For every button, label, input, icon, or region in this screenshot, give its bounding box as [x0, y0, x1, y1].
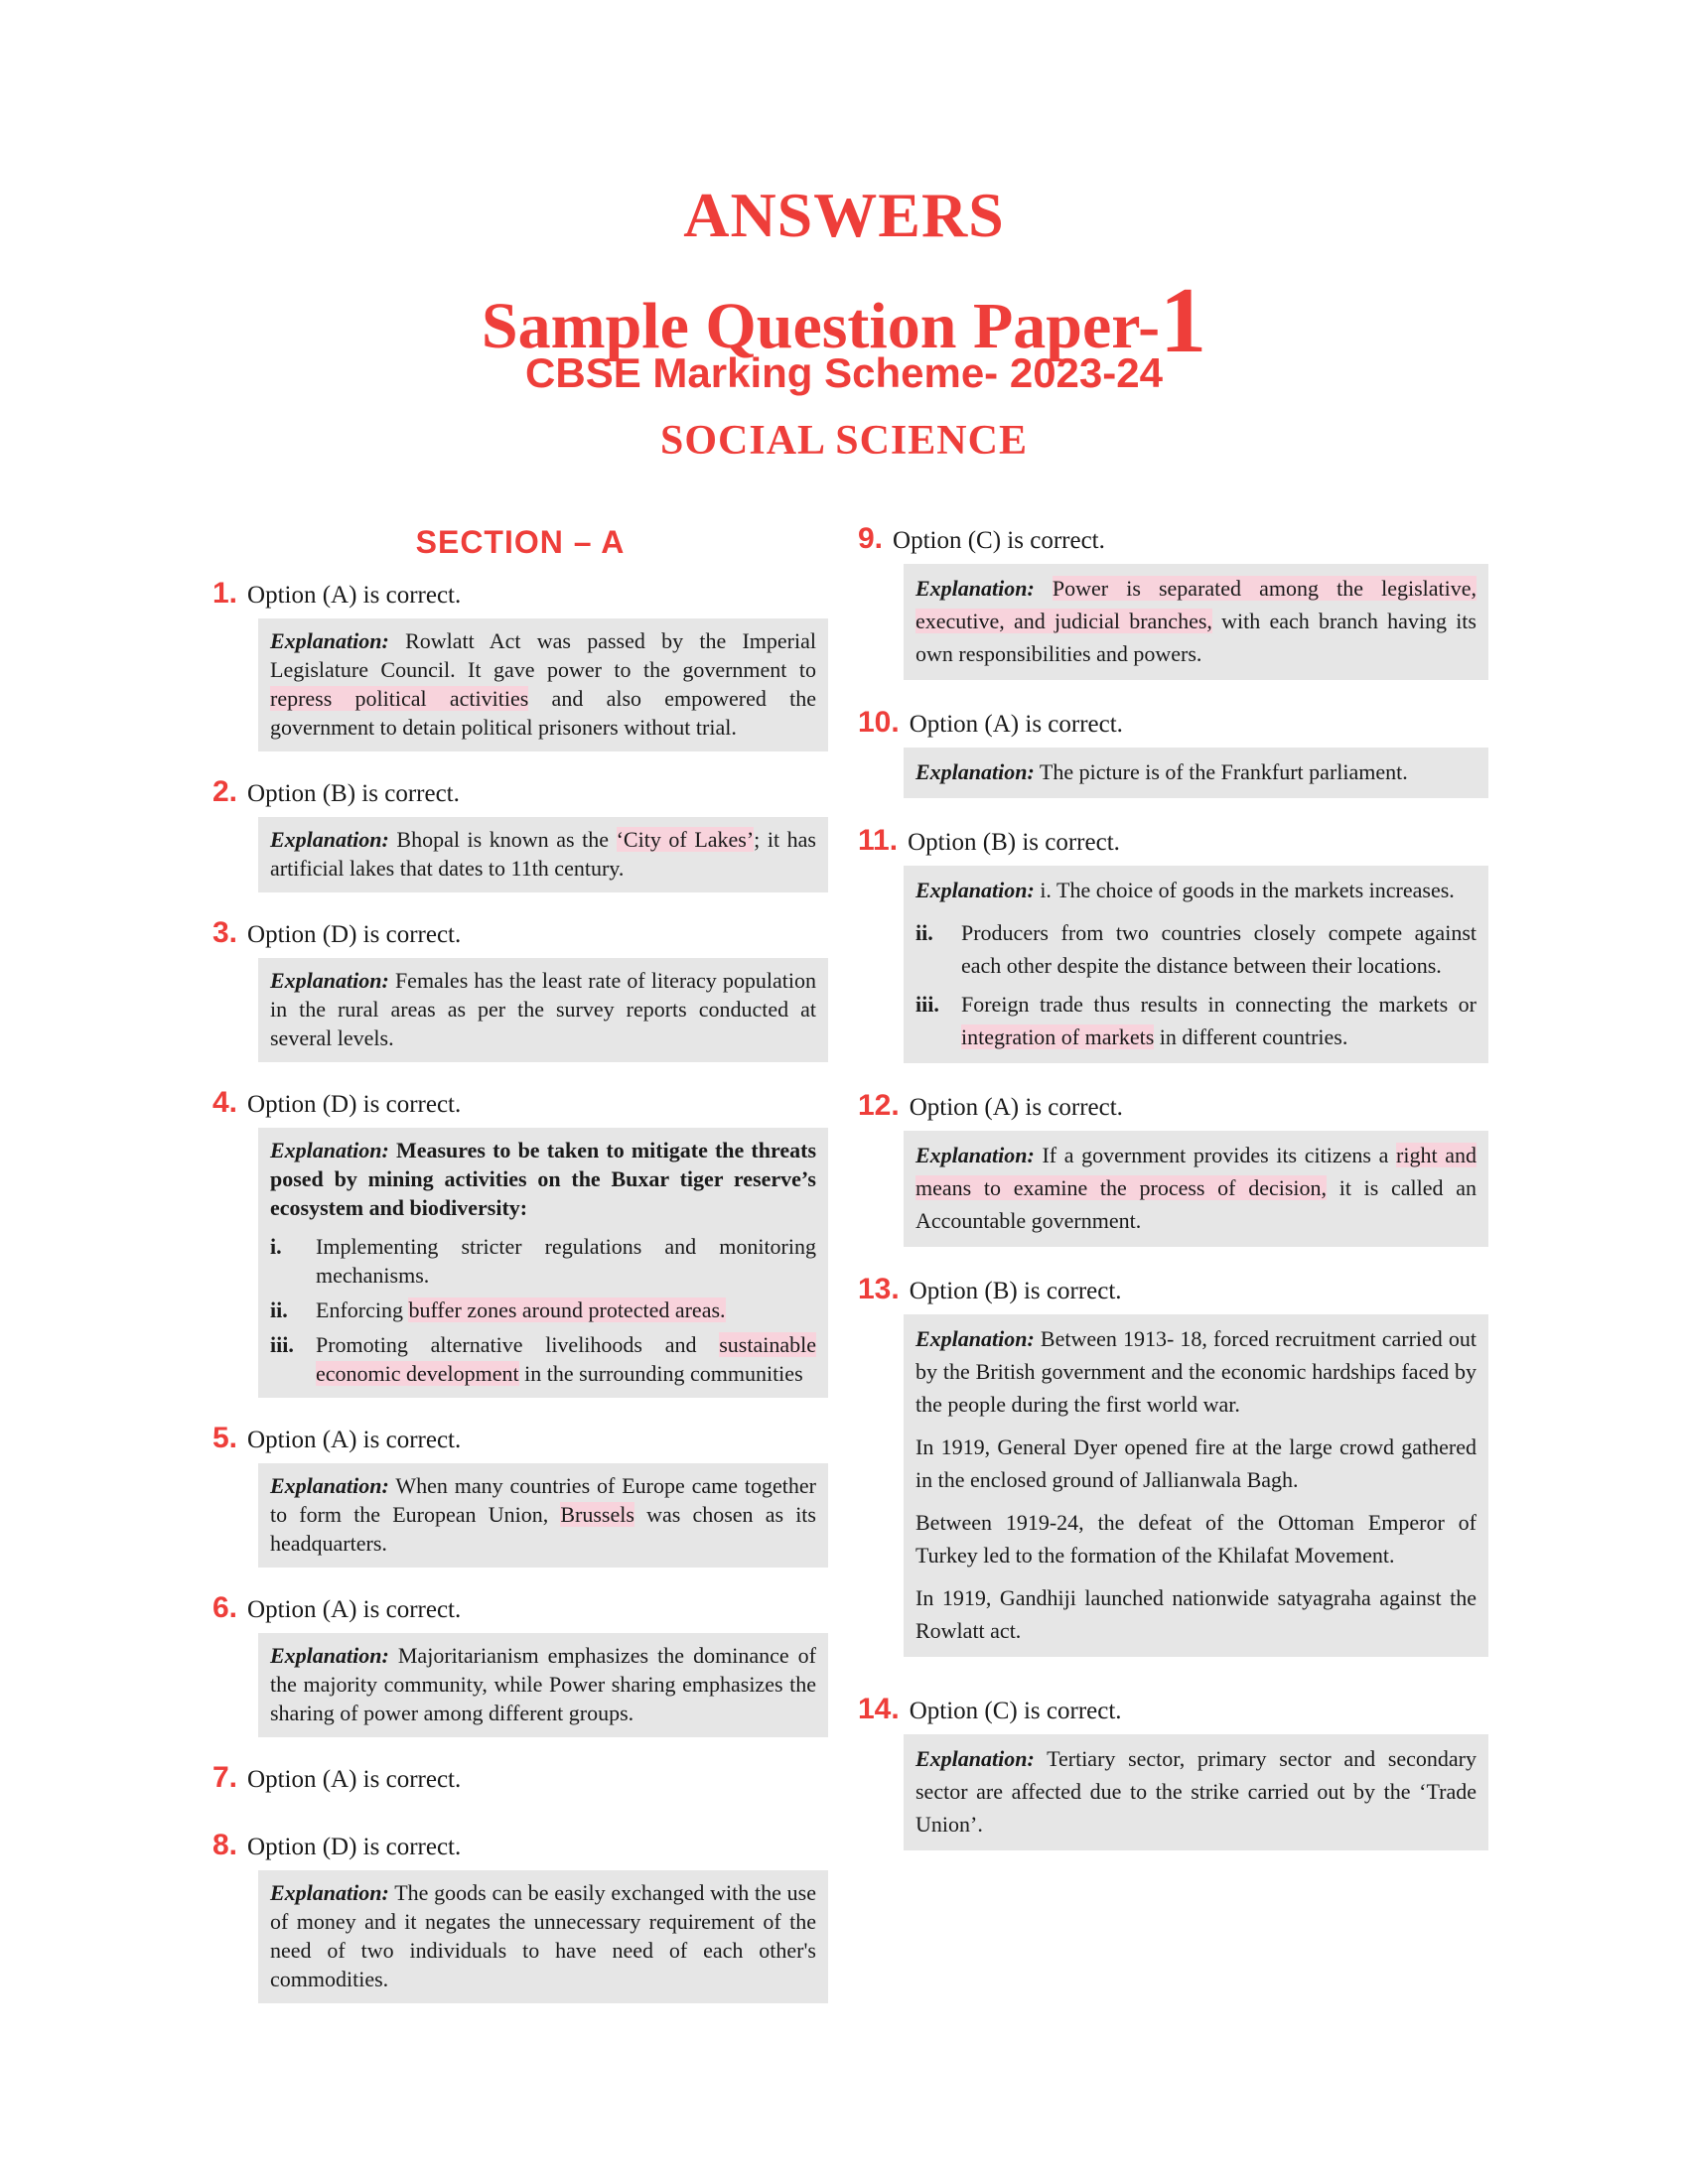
explanation-label: Explanation:: [270, 1473, 389, 1498]
item-text: Enforcing: [316, 1297, 409, 1322]
explanation-box: [258, 1463, 828, 1568]
option-text: Option (A) is correct.: [909, 1094, 1123, 1121]
explanation-box: [258, 1633, 828, 1737]
list-item: [270, 1232, 816, 1290]
question-number: 3.: [212, 916, 238, 949]
explanation-box: [904, 1131, 1488, 1247]
heading-subject: SOCIAL SCIENCE: [660, 418, 1028, 464]
highlight: Brussels: [560, 1502, 634, 1527]
explanation-text: ; it has artificial lakes that dates to 11th century.: [270, 827, 816, 881]
explanation-intro: Measures to be taken to mitigate the threats posed by mining activities on the Buxar tiger reserve’s ecosystem and biodiversity:: [270, 1138, 817, 1220]
item-marker: ii.: [915, 920, 933, 945]
list-item: [270, 1296, 816, 1324]
question-number: 1.: [212, 577, 238, 610]
answer-6: [212, 1593, 828, 1737]
answer-10: [858, 708, 1488, 798]
question-number: 2.: [212, 775, 238, 808]
explanation-text: was chosen as its headquarters.: [270, 1502, 816, 1556]
item-text: Implementing stricter regulations and monitoring mechanisms.: [316, 1234, 816, 1288]
highlight: buffer zones around protected areas.: [408, 1297, 726, 1322]
question-number: 14.: [858, 1693, 900, 1725]
explanation-label: Explanation:: [915, 878, 1035, 902]
explanation-box: [258, 1870, 828, 2003]
item-text: Promoting alternative livelihoods and: [316, 1332, 720, 1357]
answer-3: [212, 918, 828, 1062]
question-number: 4.: [212, 1086, 238, 1119]
question-number: 13.: [858, 1273, 900, 1305]
explanation-label: Explanation:: [270, 1138, 389, 1162]
answer-2: [212, 777, 828, 892]
item-text: in different countries.: [1154, 1024, 1348, 1049]
question-number: 6.: [212, 1591, 238, 1624]
highlight: sustainable economic development: [316, 1332, 816, 1386]
explanation-text: i. The choice of goods in the markets increases.: [1040, 878, 1455, 902]
option-text: Option (A) is correct.: [247, 1766, 462, 1793]
option-text: Option (D) is correct.: [247, 1834, 462, 1860]
answer-1: [212, 579, 828, 751]
answer-9: [858, 524, 1488, 680]
list-item: [915, 988, 1477, 1053]
item-text: Producers from two countries closely compete against each other despite the distance between their locations.: [961, 920, 1477, 978]
question-number: 10.: [858, 706, 900, 739]
explanation-text: The goods can be easily exchanged with the use of money and it negates the unnecessary requirement of the need of two individuals to have need of each other's commodities.: [270, 1880, 817, 1991]
explanation-text: Between 1913- 18, forced recruitment carried out by the British government and the economic hardships faced by the people during the first world war.: [915, 1326, 1477, 1417]
explanation-label: Explanation:: [270, 1880, 389, 1905]
highlight: integration of markets: [961, 1024, 1155, 1049]
question-number: 7.: [212, 1761, 238, 1794]
explanation-label: Explanation:: [270, 827, 389, 852]
question-number: 12.: [858, 1089, 900, 1122]
highlight: right and means to examine the process of decision,: [915, 1143, 1477, 1200]
question-number: 5.: [212, 1422, 238, 1454]
option-text: Option (A) is correct.: [247, 1427, 462, 1453]
option-text: Option (D) is correct.: [247, 1091, 462, 1118]
right-column: [858, 524, 1488, 1850]
item-marker: iii.: [915, 992, 939, 1017]
section-title: SECTION – A: [415, 524, 626, 560]
explanation-label: Explanation:: [270, 968, 389, 993]
explanation-text: Majoritarianism emphasizes the dominance of the majority community, while Power sharing emphasizes the sharing of power among different groups.: [270, 1643, 816, 1725]
highlight: repress political activities: [270, 686, 529, 711]
explanation-paragraph: In 1919, General Dyer opened fire at the large crowd gathered in the enclosed ground of Jallianwala Bagh.: [915, 1434, 1477, 1492]
option-text: Option (A) is correct.: [247, 1596, 462, 1623]
explanation-label: Explanation:: [915, 1746, 1035, 1771]
option-text: Option (B) is correct.: [908, 829, 1120, 856]
explanation-box: [904, 748, 1488, 798]
explanation-label: Explanation:: [270, 1643, 389, 1668]
paper-title: Sample Question Paper-: [481, 290, 1161, 362]
explanation-text: If a government provides its citizens a: [1042, 1143, 1397, 1167]
paper-number: 1: [1160, 269, 1207, 372]
list-item: [270, 1330, 816, 1388]
item-marker: i.: [270, 1234, 282, 1259]
item-marker: ii.: [270, 1297, 288, 1322]
heading-answers: ANSWERS: [683, 180, 1005, 250]
option-text: Option (B) is correct.: [247, 780, 460, 807]
question-number: 8.: [212, 1829, 238, 1861]
explanation-box: [904, 866, 1488, 1063]
explanation-box: [258, 817, 828, 892]
explanation-paragraph: In 1919, Gandhiji launched nationwide satyagraha against the Rowlatt act.: [915, 1585, 1477, 1643]
list-item: [915, 916, 1477, 982]
answer-7: [212, 1763, 828, 1795]
item-text: Foreign trade thus results in connecting the markets or: [961, 992, 1477, 1017]
explanation-label: Explanation:: [915, 1143, 1035, 1167]
explanation-box: [258, 618, 828, 751]
explanation-text: Tertiary sector, primary sector and secondary sector are affected due to the strike carried out by the ‘Trade Union’.: [915, 1746, 1477, 1837]
question-number: 9.: [858, 522, 884, 555]
option-text: Option (C) is correct.: [893, 527, 1105, 554]
answer-14: [858, 1695, 1488, 1850]
highlight: ‘City of Lakes’: [616, 827, 755, 852]
explanation-text: The picture is of the Frankfurt parliament.: [1039, 759, 1408, 784]
explanation-box: [904, 1314, 1488, 1657]
option-text: Option (A) is correct.: [247, 582, 462, 609]
option-text: Option (A) is correct.: [909, 711, 1123, 738]
option-text: Option (D) is correct.: [247, 921, 462, 948]
explanation-box: [904, 1734, 1488, 1850]
option-text: Option (C) is correct.: [909, 1698, 1122, 1724]
heading-scheme: CBSE Marking Scheme- 2023-24: [525, 349, 1163, 396]
explanation-text: Rowlatt Act was passed by the Imperial Legislature Council. It gave power to the government to: [270, 628, 816, 682]
left-column: [212, 524, 828, 2003]
answer-11: [858, 826, 1488, 1063]
highlight: Power is separated among the legislative, executive, and judicial branches,: [915, 576, 1477, 633]
answer-5: [212, 1424, 828, 1568]
explanation-text: it is called an Accountable government.: [915, 1175, 1477, 1233]
answer-4: [212, 1088, 828, 1398]
question-number: 11.: [858, 824, 899, 857]
explanation-box: [258, 958, 828, 1062]
explanation-text: Bhopal is known as the: [396, 827, 617, 852]
explanation-box: [258, 1128, 828, 1398]
explanation-box: [904, 564, 1488, 680]
answer-8: [212, 1831, 828, 2003]
explanation-text: When many countries of Europe came together to form the European Union,: [270, 1473, 817, 1527]
answer-13: [858, 1275, 1488, 1657]
explanation-text: and also empowered the government to detain political prisoners without trial.: [270, 686, 817, 740]
explanation-label: Explanation:: [915, 759, 1035, 784]
item-marker: iii.: [270, 1332, 294, 1357]
answer-12: [858, 1091, 1488, 1247]
explanation-text: with each branch having its own responsibilities and powers.: [915, 609, 1477, 666]
option-text: Option (B) is correct.: [909, 1278, 1122, 1304]
explanation-label: Explanation:: [915, 1326, 1035, 1351]
explanation-label: Explanation:: [915, 576, 1035, 601]
explanation-paragraph: Between 1919-24, the defeat of the Ottoman Emperor of Turkey led to the formation of the Khilafat Movement.: [915, 1510, 1477, 1568]
item-text: in the surrounding communities: [518, 1361, 803, 1386]
explanation-label: Explanation:: [270, 628, 389, 653]
explanation-text: Females has the least rate of literacy population in the rural areas as per the survey reports conducted at several levels.: [270, 968, 816, 1050]
